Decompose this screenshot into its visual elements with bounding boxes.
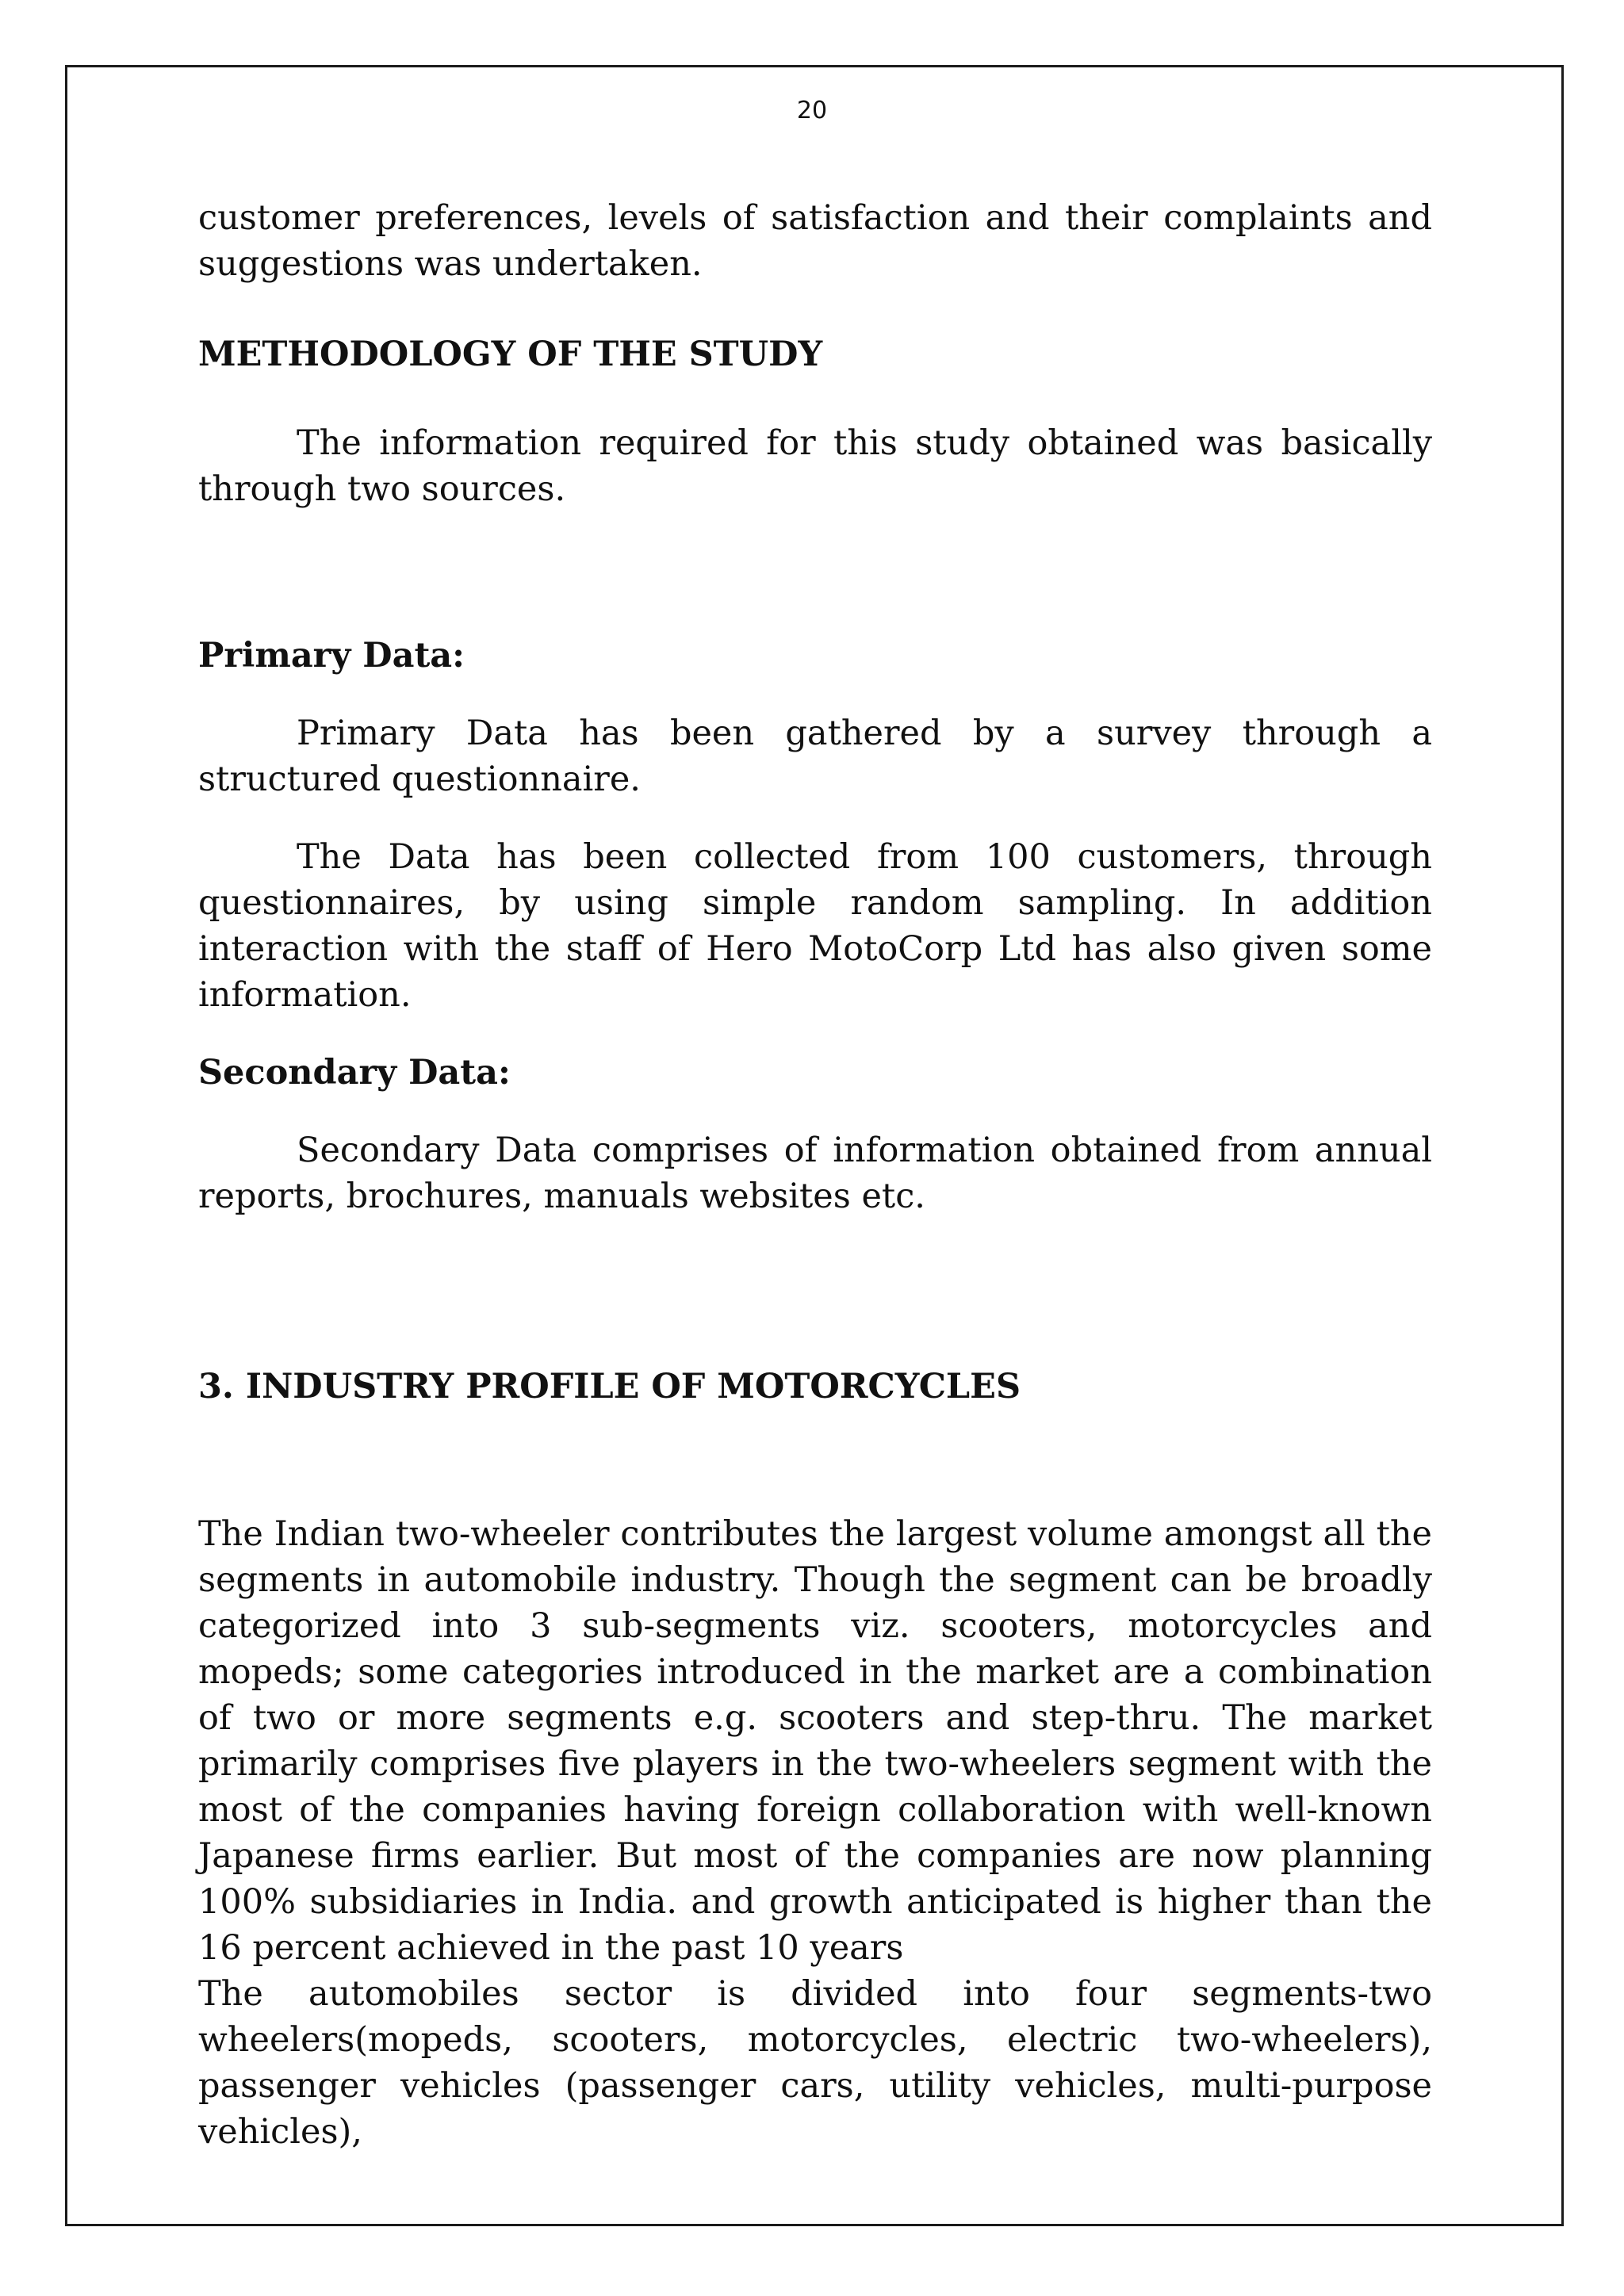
industry-profile-heading: 3. INDUSTRY PROFILE OF MOTORCYCLES	[198, 1367, 1021, 1406]
industry-profile-paragraph-1: The Indian two-wheeler contributes the largest volume amongst all the segments in automobile industry. Though the segment can be broadly categorized into 3 sub-segments viz. scooters, motorcycles and mopeds; some categories introduced in the market are a combination of two or more segments e.g. scooters and step-thru. The market primarily comprises five players in the two-wheelers segment with the most of the companies having foreign collaboration with well-known Japanese firms earlier. But most of the companies are now planning 100% subsidiaries in India. and growth anticipated is higher than the 16 percent achieved in the past 10 years	[198, 1514, 1432, 1968]
primary-data-heading: Primary Data:	[198, 636, 465, 675]
secondary-data-paragraph: Secondary Data comprises of information obtained from annual reports, brochures, manuals websites etc.	[198, 1131, 1432, 1216]
industry-profile-paragraph-2: The automobiles sector is divided into four segments-two wheelers(mopeds, scooters, motorcycles, electric two-wheelers), passenger vehicles (passenger cars, utility vehicles, multi-purpose vehicles),	[198, 1974, 1432, 2152]
methodology-paragraph: The information required for this study obtained was basically through two sources.	[198, 423, 1432, 509]
intro-paragraph: customer preferences, levels of satisfaction and their complaints and suggestions was undertaken.	[198, 198, 1432, 284]
methodology-heading: METHODOLOGY OF THE STUDY	[198, 335, 823, 374]
page-content	[198, 195, 1432, 2155]
primary-data-paragraph-2: The Data has been collected from 100 customers, through questionnaires, by using simple random sampling. In addition interaction with the staff of Hero MotoCorp Ltd has also given some information.	[198, 837, 1432, 1015]
primary-data-paragraph-1: Primary Data has been gathered by a survey through a structured questionnaire.	[198, 714, 1432, 799]
secondary-data-heading: Secondary Data:	[198, 1053, 511, 1093]
page-number: 20	[796, 97, 828, 124]
